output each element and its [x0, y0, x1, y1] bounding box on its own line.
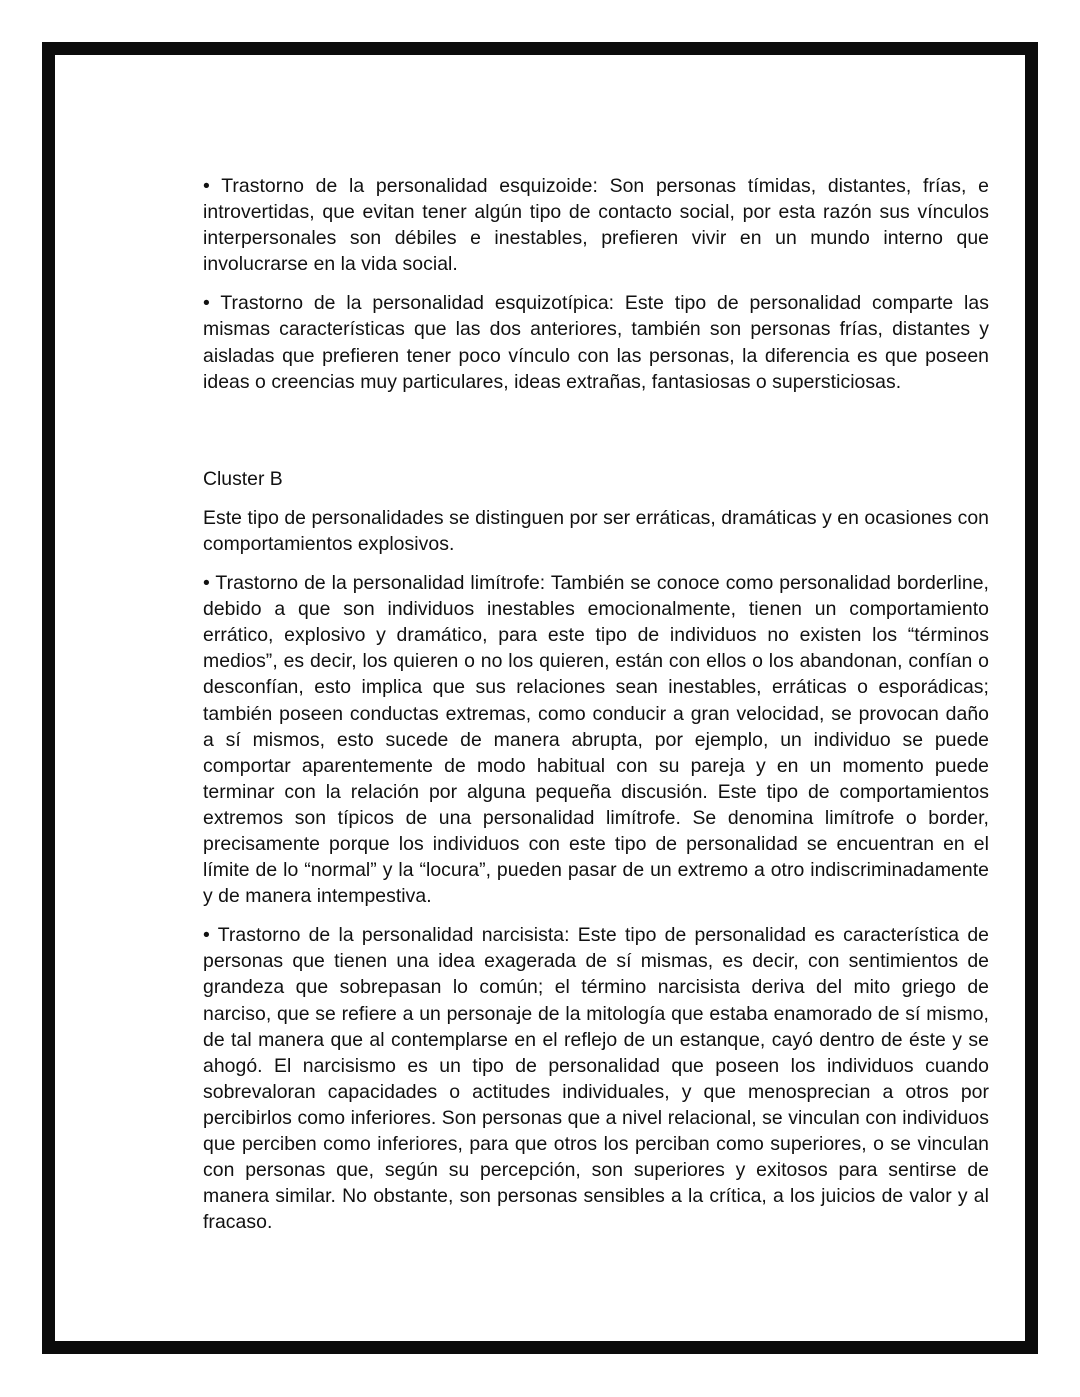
paragraph-borderline-personality: • Trastorno de la personalidad limítrofe: También se conoce como personalidad borderline, debido a que son individuos inestables emocionalmente, tienen un comportamiento errático, explosivo y dramático, para este tipo de individuos no existen los “términos medios”, es decir, los quieren o no los quieren, están con ellos o los abandonan, confían o desconfían, esto implica que sus relaciones sean inestables, erráticas o esporádicas; también poseen conductas extremas, como conducir a gran velocidad, se provocan daño a sí mismos, esto sucede de manera abrupta, por ejemplo, un individuo se puede comportar aparentemente de modo habitual con su pareja y en un momento puede terminar con la relación por alguna pequeña discusión. Este tipo de comportamientos extremos son típicos de una personalidad limítrofe. Se denomina limítrofe o border, precisamente porque los individuos con este tipo de personalidad se encuentran en el límite de lo “normal” y la “locura”, pueden pasar de un extremo a otro indiscriminadamente y de manera intempestiva. [203, 572, 989, 908]
document-text-body [203, 173, 989, 1235]
page-border-frame [42, 42, 1038, 1354]
paragraph-schizoid-personality: • Trastorno de la personalidad esquizoide: Son personas tímidas, distantes, frías, e introvertidas, que evitan tener algún tipo de contacto social, por esta razón sus vínculos interpersonales son débiles e inestables, prefieren vivir en un mundo interno que involucrarse en la vida social. [203, 175, 989, 276]
paragraph-schizotypal-personality: • Trastorno de la personalidad esquizotípica: Este tipo de personalidad comparte las mismas características que las dos anteriores, también son personas frías, distantes y aisladas que prefieren tener poco vínculo con las personas, la diferencia es que poseen ideas o creencias muy particulares, ideas extrañas, fantasiosas o supersticiosas. [203, 292, 989, 393]
paragraph-cluster-b-intro: Este tipo de personalidades se distinguen por ser erráticas, dramáticas y en ocasiones con comportamientos explosivos. [203, 506, 989, 555]
section-spacer [203, 408, 989, 466]
paragraph-narcissistic-personality: • Trastorno de la personalidad narcisista: Este tipo de personalidad es característica de personas que tienen una idea exagerada de sí mismas, es decir, con sentimientos de grandeza que sobrepasan lo común; el término narcisista deriva del mito griego de narciso, que se refiere a un personaje de la mitología que estaba enamorado de sí mismo, de tal manera que al contemplarse en el reflejo de un estanque, cayó dentro de éste y se ahogó. El narcisismo es un tipo de personalidad que poseen los individuos cuando sobrevaloran capacidades o actitudes individuales, y que menosprecian a otros por percibirlos como inferiores. Son personas que a nivel relacional, se vinculan con individuos que perciben como inferiores, para que otros los perciban como superiores, o se vinculan con personas que, según su percepción, son superiores y exitosos para sentirse de manera similar. No obstante, son personas sensibles a la crítica, a los juicios de valor y al fracaso. [203, 924, 989, 1234]
heading-cluster-b: Cluster B [203, 467, 283, 490]
